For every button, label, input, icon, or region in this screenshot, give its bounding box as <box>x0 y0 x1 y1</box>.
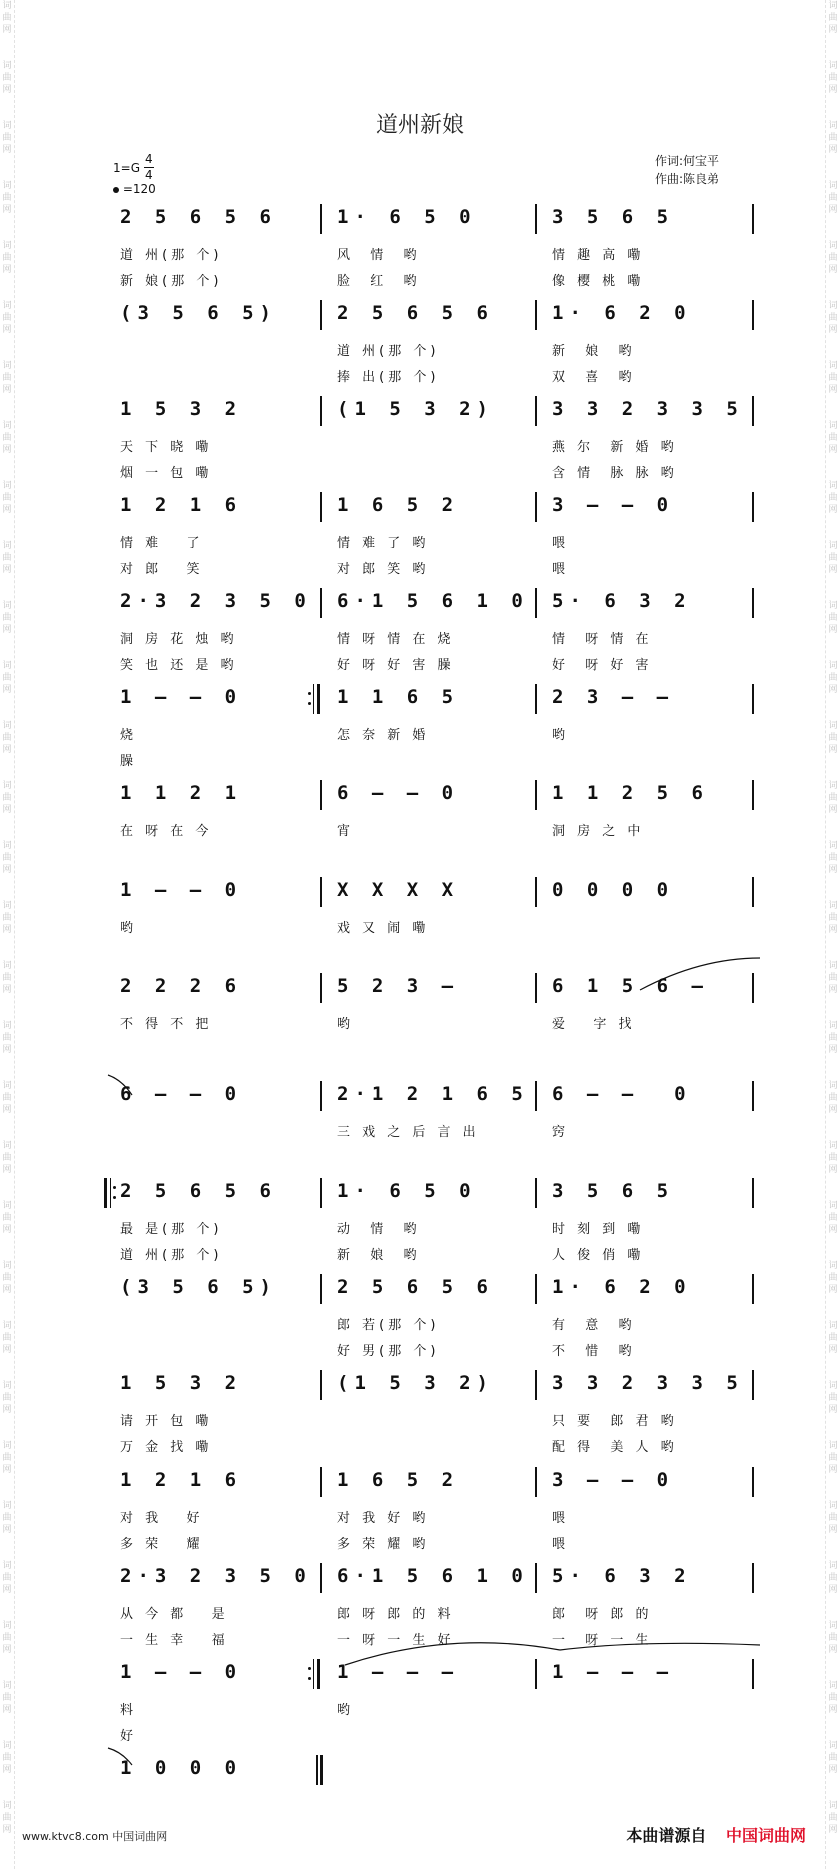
time-signature-numerator: 4 <box>145 152 153 166</box>
song-title: 道州新娘 <box>375 113 464 138</box>
lyric-line-1: 对 我 好 <box>120 1511 204 1526</box>
measure-notes: 3 3 2 3 3 5 <box>552 398 744 420</box>
watermark-text: 词曲网 <box>828 1741 838 1775</box>
lyric-line-1: 料 <box>120 1703 138 1718</box>
watermark-text: 词曲网 <box>2 1741 12 1775</box>
lyric-line-1: 洞 房 花 烛 哟 <box>120 632 238 647</box>
watermark-text: 词曲网 <box>2 1681 12 1715</box>
watermark-text: 词曲网 <box>828 1441 838 1475</box>
watermark-text: 词曲网 <box>828 1681 838 1715</box>
lyric-line-1: 在 呀 在 今 <box>120 824 213 839</box>
lyric-line-1: 郎 呀 郎 的 料 <box>337 1607 455 1622</box>
barline <box>320 780 322 810</box>
measure-notes: 1 5 3 2 <box>120 1372 243 1394</box>
measure-notes: 1 2 1 6 <box>120 494 243 516</box>
measure-notes: X X X X <box>337 879 460 901</box>
lyric-line-1: 情 难 了 哟 <box>337 536 430 551</box>
watermark-text: 词曲网 <box>2 1561 12 1595</box>
watermark-text: 词曲网 <box>828 121 838 155</box>
watermark-text: 词曲网 <box>828 1261 838 1295</box>
lyric-line-2: 一 呀 一 生 <box>552 1633 653 1648</box>
tempo-value: =120 <box>122 182 156 196</box>
lyric-line-1: 怎 奈 新 婚 <box>337 728 430 743</box>
lyric-line-2: 万 金 找 嘞 <box>120 1440 213 1455</box>
watermark-text: 词曲网 <box>828 601 838 635</box>
watermark-text: 词曲网 <box>2 1021 12 1055</box>
footer-brand-link[interactable]: 中国词曲网 <box>725 1826 806 1845</box>
measure-notes: 6·1 5 6 1 0 <box>337 590 529 612</box>
barline <box>320 396 322 426</box>
measure-notes: 6 — — 0 <box>337 782 460 804</box>
watermark-text: 词曲网 <box>828 61 838 95</box>
barline <box>752 1659 754 1689</box>
lyric-line-1: 喂 <box>552 1511 570 1526</box>
measure-notes: 1 6 5 2 <box>337 494 460 516</box>
watermark-text: 词曲网 <box>2 601 12 635</box>
watermark-text: 词曲网 <box>828 1501 838 1535</box>
barline <box>535 1467 537 1497</box>
measure-notes: 6·1 5 6 1 0 <box>337 1565 529 1587</box>
barline <box>752 684 754 714</box>
barline <box>320 300 322 330</box>
barline <box>752 877 754 907</box>
measure-notes: 3 3 2 3 3 5 <box>552 1372 744 1394</box>
barline <box>320 1563 322 1593</box>
measure-notes: 1 1 2 5 6 <box>552 782 709 804</box>
lyric-line-1: 时 刻 到 嘞 <box>552 1222 645 1237</box>
lyric-line-1: 情 难 了 <box>120 536 204 551</box>
barline <box>752 396 754 426</box>
lyric-line-1: 情 呀 情 在 <box>552 632 653 647</box>
lyric-line-2: 好 呀 好 害 <box>552 658 653 673</box>
measure-notes: 2 5 6 5 6 <box>337 1276 494 1298</box>
lyric-line-2: 一 呀 一 生 好 <box>337 1633 455 1648</box>
watermark-text: 词曲网 <box>828 1561 838 1595</box>
measure-notes: 1 1 2 1 <box>120 782 243 804</box>
lyric-line-1: 喂 <box>552 536 570 551</box>
lyric-line-1: 道 州(那 个) <box>337 344 440 359</box>
lyric-line-2: 新 娘 哟 <box>337 1248 421 1263</box>
measure-notes: 1 — — 0 <box>120 686 243 708</box>
footer-site-link[interactable]: www.ktvc8.com 中国词曲网 <box>22 1830 168 1843</box>
watermark-text: 词曲网 <box>2 1 12 35</box>
lyric-line-1: 哟 <box>120 921 138 936</box>
repeat-end-sign <box>308 684 320 714</box>
watermark-text: 词曲网 <box>2 1141 12 1175</box>
lyric-line-1: 天 下 晓 嘞 <box>120 440 213 455</box>
measure-notes: 1· 6 5 0 <box>337 1180 477 1202</box>
lyric-line-1: 请 开 包 嘞 <box>120 1414 213 1429</box>
watermark-text: 词曲网 <box>2 361 12 395</box>
watermark-text: 词曲网 <box>2 1621 12 1655</box>
barline <box>535 588 537 618</box>
lyric-line-2: 配 得 美 人 哟 <box>552 1440 678 1455</box>
measure-notes: 3 5 6 5 <box>552 206 675 228</box>
measure-notes: 2·1 2 1 6 5 <box>337 1083 529 1105</box>
measure-notes: 2 5 6 5 6 <box>120 1180 277 1202</box>
key-signature <box>113 152 154 183</box>
lyric-line-2: 臊 <box>120 754 138 769</box>
barline <box>535 1274 537 1304</box>
measure-notes: 5· 6 3 2 <box>552 590 692 612</box>
measure-notes: (3 5 6 5) <box>120 302 277 324</box>
barline <box>535 300 537 330</box>
barline <box>535 1659 537 1689</box>
measure-notes: (1 5 3 2) <box>337 1372 494 1394</box>
lyric-line-2: 好 男(那 个) <box>337 1344 440 1359</box>
watermark-text: 词曲网 <box>2 721 12 755</box>
measure-notes: 2 2 2 6 <box>120 975 243 997</box>
measure-notes: 1 6 5 2 <box>337 1469 460 1491</box>
watermark-text: 词曲网 <box>2 781 12 815</box>
barline <box>320 204 322 234</box>
watermark-text: 词曲网 <box>2 481 12 515</box>
tempo-marking <box>113 182 156 196</box>
lyric-line-1: 道 州(那 个) <box>120 248 223 263</box>
repeat-end-sign <box>308 1659 320 1689</box>
watermark-text: 词曲网 <box>2 301 12 335</box>
watermark-text: 词曲网 <box>2 1381 12 1415</box>
measure-notes: 1 0 0 0 <box>120 1757 243 1779</box>
barline <box>535 204 537 234</box>
watermark-text: 词曲网 <box>2 181 12 215</box>
measure-notes: 1· 6 2 0 <box>552 1276 692 1298</box>
lyric-line-1: 动 情 哟 <box>337 1222 421 1237</box>
barline <box>320 1081 322 1111</box>
lyric-line-1: 风 情 哟 <box>337 248 421 263</box>
measure-notes: (3 5 6 5) <box>120 1276 277 1298</box>
watermark-text: 词曲网 <box>828 481 838 515</box>
time-signature <box>144 152 154 183</box>
measure-notes: 1 — — — <box>337 1661 460 1683</box>
measure-notes: 3 — — 0 <box>552 494 675 516</box>
lyric-line-1: 洞 房 之 中 <box>552 824 645 839</box>
lyric-line-1: 哟 <box>337 1703 355 1718</box>
lyric-line-1: 哟 <box>337 1017 355 1032</box>
watermark-text: 词曲网 <box>828 721 838 755</box>
lyric-line-2: 一 生 幸 福 <box>120 1633 229 1648</box>
watermark-text: 词曲网 <box>828 541 838 575</box>
lyric-line-2: 人 俊 俏 嘞 <box>552 1248 645 1263</box>
barline <box>320 973 322 1003</box>
lyric-line-2: 含 情 脉 脉 哟 <box>552 466 678 481</box>
watermark-strip-left <box>0 0 15 1869</box>
barline <box>752 1467 754 1497</box>
footer-source-label: 本曲谱源自 <box>626 1826 707 1845</box>
watermark-text: 词曲网 <box>828 361 838 395</box>
barline <box>535 973 537 1003</box>
credits <box>655 152 719 188</box>
repeat-start-sign <box>104 1178 116 1208</box>
watermark-text: 词曲网 <box>2 421 12 455</box>
watermark-text: 词曲网 <box>2 121 12 155</box>
watermark-text: 词曲网 <box>2 541 12 575</box>
watermark-text: 词曲网 <box>2 1261 12 1295</box>
watermark-text: 词曲网 <box>2 1081 12 1115</box>
barline <box>535 877 537 907</box>
measure-notes: (1 5 3 2) <box>337 398 494 420</box>
barline <box>320 1467 322 1497</box>
barline <box>320 1274 322 1304</box>
lyric-line-1: 燕 尔 新 婚 哟 <box>552 440 678 455</box>
lyric-line-2: 多 荣 耀 哟 <box>337 1537 430 1552</box>
measure-notes: 2 3 — — <box>552 686 675 708</box>
watermark-text: 词曲网 <box>2 241 12 275</box>
watermark-text: 词曲网 <box>828 1621 838 1655</box>
measure-notes: 3 — — 0 <box>552 1469 675 1491</box>
watermark-text: 词曲网 <box>828 1321 838 1355</box>
lyric-line-1: 戏 又 闹 嘞 <box>337 921 430 936</box>
lyric-line-1: 只 要 郎 君 哟 <box>552 1414 678 1429</box>
lyric-line-2: 对 郎 笑 <box>120 562 204 577</box>
barline <box>752 1274 754 1304</box>
measure-notes: 5 2 3 — <box>337 975 460 997</box>
measure-notes: 5· 6 3 2 <box>552 1565 692 1587</box>
watermark-text: 词曲网 <box>2 1801 12 1835</box>
footer-source <box>626 1823 806 1846</box>
barline <box>320 1178 322 1208</box>
watermark-text: 词曲网 <box>828 661 838 695</box>
measure-notes: 6 — — 0 <box>552 1083 692 1105</box>
lyric-line-1: 哟 <box>552 728 570 743</box>
lyric-line-1: 不 得 不 把 <box>120 1017 213 1032</box>
watermark-text: 词曲网 <box>828 1801 838 1835</box>
measure-notes: 1 2 1 6 <box>120 1469 243 1491</box>
barline <box>320 877 322 907</box>
watermark-text: 词曲网 <box>828 1141 838 1175</box>
lyric-line-2: 对 郎 笑 哟 <box>337 562 430 577</box>
composer-credit: 作曲:陈良弟 <box>655 172 720 186</box>
lyric-line-1: 郎 若(那 个) <box>337 1318 440 1333</box>
lyric-line-1: 最 是(那 个) <box>120 1222 223 1237</box>
measure-notes: 6 1 5 6 — <box>552 975 709 997</box>
watermark-text: 词曲网 <box>2 1441 12 1475</box>
time-signature-denominator: 4 <box>145 168 153 182</box>
measure-notes: 6 — — 0 <box>120 1083 243 1105</box>
watermark-text: 词曲网 <box>2 961 12 995</box>
barline <box>320 1370 322 1400</box>
measure-notes: 2·3 2 3 5 0 <box>120 590 312 612</box>
lyric-line-1: 新 娘 哟 <box>552 344 636 359</box>
barline <box>752 300 754 330</box>
lyric-line-1: 情 呀 情 在 烧 <box>337 632 455 647</box>
barline <box>752 588 754 618</box>
measure-notes: 1 — — 0 <box>120 1661 243 1683</box>
watermark-text: 词曲网 <box>828 1381 838 1415</box>
quarter-note-icon <box>113 187 119 193</box>
final-barline <box>320 1755 323 1785</box>
lyric-line-1: 有 意 哟 <box>552 1318 636 1333</box>
lyric-line-2: 不 惜 哟 <box>552 1344 636 1359</box>
barline <box>752 492 754 522</box>
lyric-line-2: 笑 也 还 是 哟 <box>120 658 238 673</box>
measure-notes: 2 5 6 5 6 <box>337 302 494 324</box>
barline <box>752 1563 754 1593</box>
barline <box>535 396 537 426</box>
measure-notes: 1· 6 2 0 <box>552 302 692 324</box>
lyric-line-2: 新 娘(那 个) <box>120 274 223 289</box>
watermark-strip-right <box>825 0 840 1869</box>
watermark-text: 词曲网 <box>828 241 838 275</box>
barline <box>752 1370 754 1400</box>
lyric-line-2: 双 喜 哟 <box>552 370 636 385</box>
watermark-text: 词曲网 <box>828 781 838 815</box>
lyric-line-1: 窍 <box>552 1125 570 1140</box>
lyric-line-1: 郎 呀 郎 的 <box>552 1607 653 1622</box>
watermark-text: 词曲网 <box>828 301 838 335</box>
barline <box>752 973 754 1003</box>
lyric-line-2: 多 荣 耀 <box>120 1537 204 1552</box>
lyric-line-2: 烟 一 包 嘞 <box>120 466 213 481</box>
watermark-text: 词曲网 <box>828 1 838 35</box>
watermark-text: 词曲网 <box>2 1321 12 1355</box>
lyric-line-1: 烧 <box>120 728 138 743</box>
lyric-line-1: 三 戏 之 后 言 出 <box>337 1125 480 1140</box>
lyric-line-2: 好 <box>120 1729 138 1744</box>
barline <box>535 780 537 810</box>
watermark-text: 词曲网 <box>828 1021 838 1055</box>
lyric-line-2: 捧 出(那 个) <box>337 370 440 385</box>
lyric-line-2: 道 州(那 个) <box>120 1248 223 1263</box>
watermark-text: 词曲网 <box>2 901 12 935</box>
lyric-line-2: 喂 <box>552 562 570 577</box>
barline <box>320 588 322 618</box>
barline <box>752 1081 754 1111</box>
measure-notes: 1 — — — <box>552 1661 675 1683</box>
barline <box>535 1178 537 1208</box>
watermark-text: 词曲网 <box>2 1501 12 1535</box>
measure-notes: 0 0 0 0 <box>552 879 675 901</box>
barline <box>320 492 322 522</box>
measure-notes: 1· 6 5 0 <box>337 206 477 228</box>
barline <box>535 1370 537 1400</box>
lyric-line-1: 从 今 都 是 <box>120 1607 229 1622</box>
watermark-text: 词曲网 <box>2 841 12 875</box>
barline <box>752 204 754 234</box>
lyric-line-1: 爱 字 找 <box>552 1017 636 1032</box>
barline <box>752 780 754 810</box>
final-barline-thin <box>316 1755 318 1785</box>
watermark-text: 词曲网 <box>828 1081 838 1115</box>
barline <box>535 1563 537 1593</box>
lyric-line-1: 对 我 好 哟 <box>337 1511 430 1526</box>
watermark-text: 词曲网 <box>828 421 838 455</box>
measure-notes: 1 1 6 5 <box>337 686 460 708</box>
measure-notes: 1 — — 0 <box>120 879 243 901</box>
barline <box>535 1081 537 1111</box>
lyric-line-2: 喂 <box>552 1537 570 1552</box>
measure-notes: 1 5 3 2 <box>120 398 243 420</box>
watermark-text: 词曲网 <box>2 61 12 95</box>
watermark-text: 词曲网 <box>2 661 12 695</box>
lyric-line-1: 情 趣 高 嘞 <box>552 248 645 263</box>
watermark-text: 词曲网 <box>828 1201 838 1235</box>
lyric-line-2: 好 呀 好 害 臊 <box>337 658 455 673</box>
measure-notes: 3 5 6 5 <box>552 1180 675 1202</box>
measure-notes: 2·3 2 3 5 0 <box>120 1565 312 1587</box>
key-label: 1=G <box>113 160 140 175</box>
watermark-text: 词曲网 <box>2 1201 12 1235</box>
barline <box>752 1178 754 1208</box>
watermark-text: 词曲网 <box>828 181 838 215</box>
lyricist-credit: 作词:何宝平 <box>655 154 720 168</box>
watermark-text: 词曲网 <box>828 841 838 875</box>
barline <box>535 492 537 522</box>
lyric-line-2: 脸 红 哟 <box>337 274 421 289</box>
lyric-line-2: 像 樱 桃 嘞 <box>552 274 645 289</box>
watermark-text: 词曲网 <box>828 901 838 935</box>
watermark-text: 词曲网 <box>828 961 838 995</box>
measure-notes: 2 5 6 5 6 <box>120 206 277 228</box>
lyric-line-1: 宵 <box>337 824 355 839</box>
barline <box>535 684 537 714</box>
